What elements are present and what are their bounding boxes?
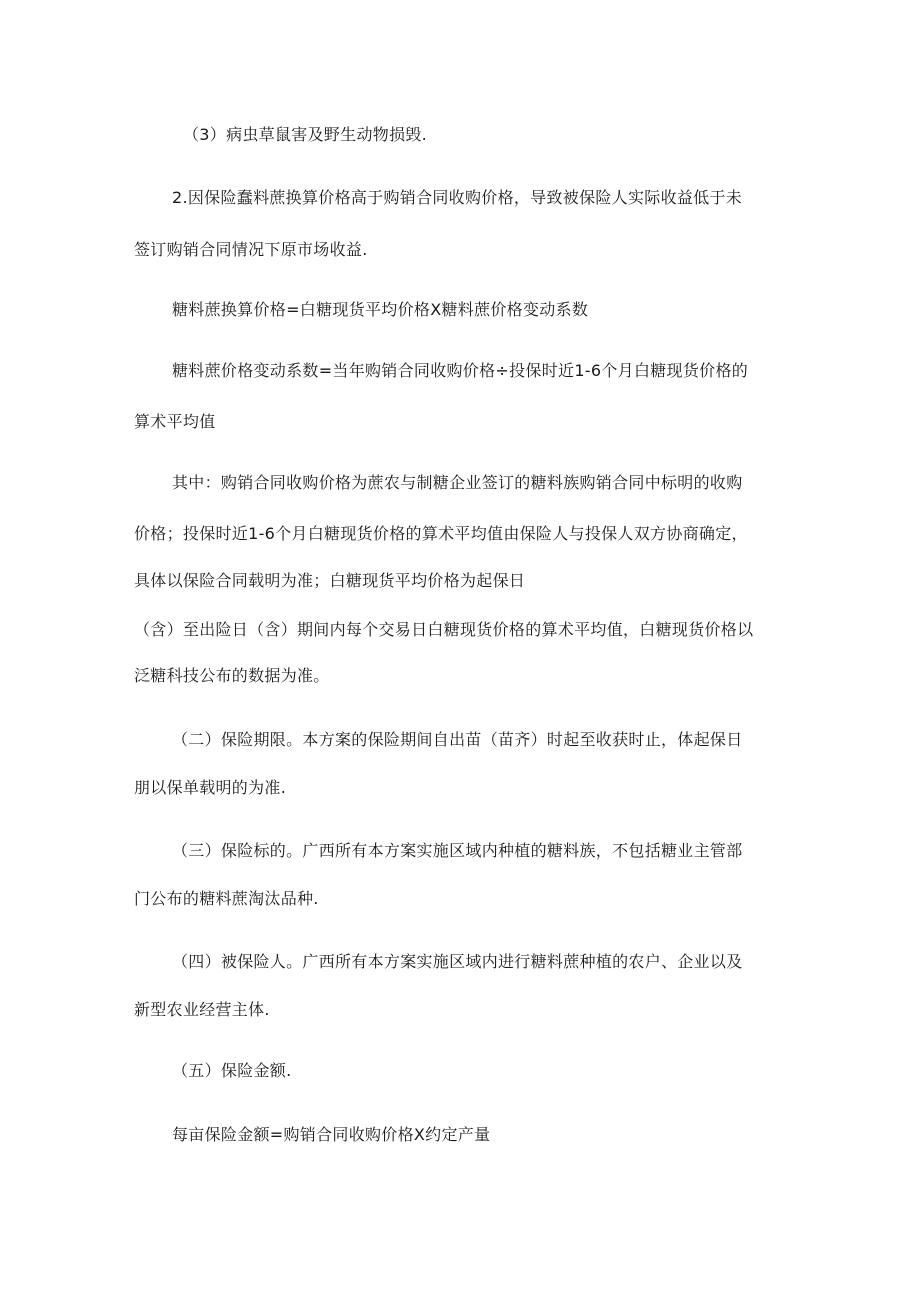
text-line: 每亩保险金额=购销合同收购价格X约定产量: [172, 1125, 491, 1144]
text-line: 糖料蔗换算价格=白糖现货平均价格X糖料蔗价格变动系数: [172, 300, 589, 319]
text-line: 具体以保险合同载明为准；白糖现货平均价格为起保日: [134, 571, 526, 590]
text-line: 2.因保险蠢料蔗换算价格高于购销合同收购价格，导致被保险人实际收益低于未: [172, 188, 743, 207]
text-line: 签订购销合同情况下原市场收益.: [134, 240, 368, 259]
text-line: 泛糖科技公布的数据为准。: [134, 666, 330, 685]
text-line: （五）保险金额.: [172, 1061, 292, 1080]
text-line: 其中：购销合同收购价格为蔗农与制糖企业签订的糖料族购销合同中标明的收购: [172, 473, 743, 492]
text-line: 门公布的糖料蔗淘汰品种.: [134, 889, 319, 908]
text-line: （四）被保险人。广西所有本方案实施区域内进行糖料蔗种植的农户、企业以及: [172, 952, 743, 971]
text-line: （3）病虫草鼠害及野生动物损毁.: [183, 125, 428, 144]
text-line: 新型农业经营主体.: [134, 1000, 270, 1019]
text-line: （含）至出险日（含）期间内每个交易日白糖现货价格的算术平均值，白糖现货价格以: [134, 620, 754, 639]
text-line: 朋以保单载明的为准.: [134, 778, 287, 797]
text-line: 价格；投保时近1-6个月白糖现货价格的算术平均值由保险人与投保人双方协商确定，: [134, 524, 748, 543]
text-line: 糖料蔗价格变动系数=当年购销合同收购价格÷投保时近1-6个月白糖现货价格的: [172, 361, 749, 380]
text-line: （二）保险期限。本方案的保险期间自出苗（苗齐）时起至收获时止，体起保日: [172, 730, 743, 749]
text-line: 算术平均值: [134, 412, 216, 431]
text-line: （三）保险标的。广西所有本方案实施区域内种植的糖料族，不包括糖业主管部: [172, 841, 743, 860]
